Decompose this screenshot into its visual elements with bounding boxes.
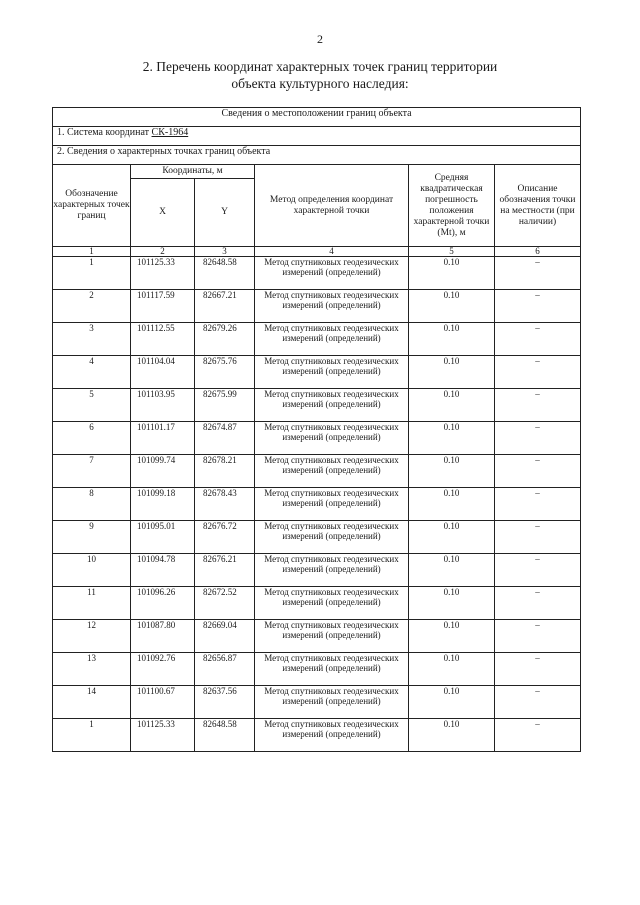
point-number-cell: 8: [53, 488, 131, 521]
table-row: [53, 488, 581, 521]
point-number-cell: 2: [53, 290, 131, 323]
coordinate-system-value: СК-1964: [151, 127, 189, 138]
document-title-line-1: 2. Перечень координат характерных точек границ территории: [142, 59, 498, 74]
table-row: [53, 422, 581, 455]
method-cell: Метод спутниковых геодезических измерений (определений): [255, 422, 409, 455]
column-number: 4: [255, 247, 409, 257]
error-cell: 0.10: [409, 257, 495, 290]
point-number-cell: 12: [53, 620, 131, 653]
description-cell: –: [495, 488, 581, 521]
y-coordinate-cell: 82679.26: [195, 323, 255, 356]
header-designation: Обозначение характерных точек границ: [53, 165, 131, 247]
x-coordinate-cell: 101117.59: [131, 290, 195, 323]
method-cell: Метод спутниковых геодезических измерений (определений): [255, 521, 409, 554]
description-cell: –: [495, 290, 581, 323]
x-coordinate-cell: 101092.76: [131, 653, 195, 686]
y-coordinate-cell: 82637.56: [195, 686, 255, 719]
x-coordinate-cell: 101125.33: [131, 257, 195, 290]
error-cell: 0.10: [409, 620, 495, 653]
x-coordinate-cell: 101087.80: [131, 620, 195, 653]
column-number: 5: [409, 247, 495, 257]
x-coordinate-cell: 101125.33: [131, 719, 195, 752]
header-error: Средняя квадратическая погрешность положения характерной точки (Mt), м: [409, 165, 495, 247]
x-coordinate-cell: 101099.18: [131, 488, 195, 521]
error-cell: 0.10: [409, 323, 495, 356]
table-row: [53, 719, 581, 752]
point-number-cell: 5: [53, 389, 131, 422]
point-number-cell: 10: [53, 554, 131, 587]
description-cell: –: [495, 422, 581, 455]
method-cell: Метод спутниковых геодезических измерений (определений): [255, 290, 409, 323]
method-cell: Метод спутниковых геодезических измерений (определений): [255, 257, 409, 290]
point-number-cell: 6: [53, 422, 131, 455]
description-cell: –: [495, 554, 581, 587]
y-coordinate-cell: 82675.99: [195, 389, 255, 422]
table-row: [53, 455, 581, 488]
point-number-cell: 7: [53, 455, 131, 488]
x-coordinate-cell: 101104.04: [131, 356, 195, 389]
y-coordinate-cell: 82648.58: [195, 257, 255, 290]
error-cell: 0.10: [409, 455, 495, 488]
method-cell: Метод спутниковых геодезических измерений (определений): [255, 686, 409, 719]
y-coordinate-cell: 82648.58: [195, 719, 255, 752]
table-row: [53, 257, 581, 290]
description-cell: –: [495, 257, 581, 290]
table-row: [53, 587, 581, 620]
point-number-cell: 14: [53, 686, 131, 719]
method-cell: Метод спутниковых геодезических измерений (определений): [255, 389, 409, 422]
point-number-cell: 3: [53, 323, 131, 356]
table-row: [53, 686, 581, 719]
point-number-cell: 4: [53, 356, 131, 389]
point-number-cell: 1: [53, 257, 131, 290]
error-cell: 0.10: [409, 587, 495, 620]
point-number-cell: 11: [53, 587, 131, 620]
column-number: 1: [53, 247, 131, 257]
description-cell: –: [495, 389, 581, 422]
x-coordinate-cell: 101112.55: [131, 323, 195, 356]
table-row: [53, 653, 581, 686]
method-cell: Метод спутниковых геодезических измерений (определений): [255, 356, 409, 389]
document-title-line-2: объекта культурного наследия:: [231, 76, 409, 91]
header-description: Описание обозначения точки на местности (при наличии): [495, 165, 581, 247]
error-cell: 0.10: [409, 554, 495, 587]
y-coordinate-cell: 82667.21: [195, 290, 255, 323]
table-row: [53, 323, 581, 356]
method-cell: Метод спутниковых геодезических измерений (определений): [255, 488, 409, 521]
column-number: 6: [495, 247, 581, 257]
table-row: [53, 620, 581, 653]
y-coordinate-cell: 82676.21: [195, 554, 255, 587]
x-coordinate-cell: 101103.95: [131, 389, 195, 422]
error-cell: 0.10: [409, 422, 495, 455]
document-title: [100, 58, 540, 92]
method-cell: Метод спутниковых геодезических измерений (определений): [255, 587, 409, 620]
description-cell: –: [495, 521, 581, 554]
description-cell: –: [495, 356, 581, 389]
description-cell: –: [495, 719, 581, 752]
error-cell: 0.10: [409, 521, 495, 554]
point-number-cell: 1: [53, 719, 131, 752]
coordinate-system-label: 1. Система координат: [57, 127, 152, 138]
method-cell: Метод спутниковых геодезических измерений (определений): [255, 620, 409, 653]
table-row: [53, 554, 581, 587]
coordinate-system: [53, 127, 581, 146]
method-cell: Метод спутниковых геодезических измерений (определений): [255, 323, 409, 356]
description-cell: –: [495, 653, 581, 686]
y-coordinate-cell: 82678.43: [195, 488, 255, 521]
table-row: [53, 356, 581, 389]
y-coordinate-cell: 82676.72: [195, 521, 255, 554]
error-cell: 0.10: [409, 389, 495, 422]
x-coordinate-cell: 101096.26: [131, 587, 195, 620]
method-cell: Метод спутниковых геодезических измерений (определений): [255, 455, 409, 488]
header-method: Метод определения координат характерной точки: [255, 165, 409, 247]
points-section-title: 2. Сведения о характерных точках границ объекта: [53, 146, 581, 165]
y-coordinate-cell: 82678.21: [195, 455, 255, 488]
description-cell: –: [495, 686, 581, 719]
table-row: [53, 290, 581, 323]
error-cell: 0.10: [409, 356, 495, 389]
method-cell: Метод спутниковых геодезических измерений (определений): [255, 719, 409, 752]
description-cell: –: [495, 587, 581, 620]
x-coordinate-cell: 101099.74: [131, 455, 195, 488]
column-number-row: [53, 247, 581, 257]
point-number-cell: 13: [53, 653, 131, 686]
point-number-cell: 9: [53, 521, 131, 554]
column-number: 3: [195, 247, 255, 257]
method-cell: Метод спутниковых геодезических измерений (определений): [255, 653, 409, 686]
method-cell: Метод спутниковых геодезических измерений (определений): [255, 554, 409, 587]
error-cell: 0.10: [409, 488, 495, 521]
x-coordinate-cell: 101100.67: [131, 686, 195, 719]
header-coordinates: Координаты, м: [131, 165, 255, 179]
y-coordinate-cell: 82672.52: [195, 587, 255, 620]
x-coordinate-cell: 101095.01: [131, 521, 195, 554]
x-coordinate-cell: 101101.17: [131, 422, 195, 455]
y-coordinate-cell: 82675.76: [195, 356, 255, 389]
error-cell: 0.10: [409, 290, 495, 323]
error-cell: 0.10: [409, 719, 495, 752]
coordinates-table: [52, 107, 581, 752]
description-cell: –: [495, 455, 581, 488]
page-number: 2: [317, 32, 323, 46]
y-coordinate-cell: 82674.87: [195, 422, 255, 455]
error-cell: 0.10: [409, 653, 495, 686]
section-title: Сведения о местоположении границ объекта: [53, 108, 581, 127]
header-y: Y: [195, 179, 255, 247]
y-coordinate-cell: 82656.87: [195, 653, 255, 686]
error-cell: 0.10: [409, 686, 495, 719]
x-coordinate-cell: 101094.78: [131, 554, 195, 587]
header-x: X: [131, 179, 195, 247]
y-coordinate-cell: 82669.04: [195, 620, 255, 653]
description-cell: –: [495, 620, 581, 653]
column-number: 2: [131, 247, 195, 257]
description-cell: –: [495, 323, 581, 356]
table-row: [53, 521, 581, 554]
table-row: [53, 389, 581, 422]
